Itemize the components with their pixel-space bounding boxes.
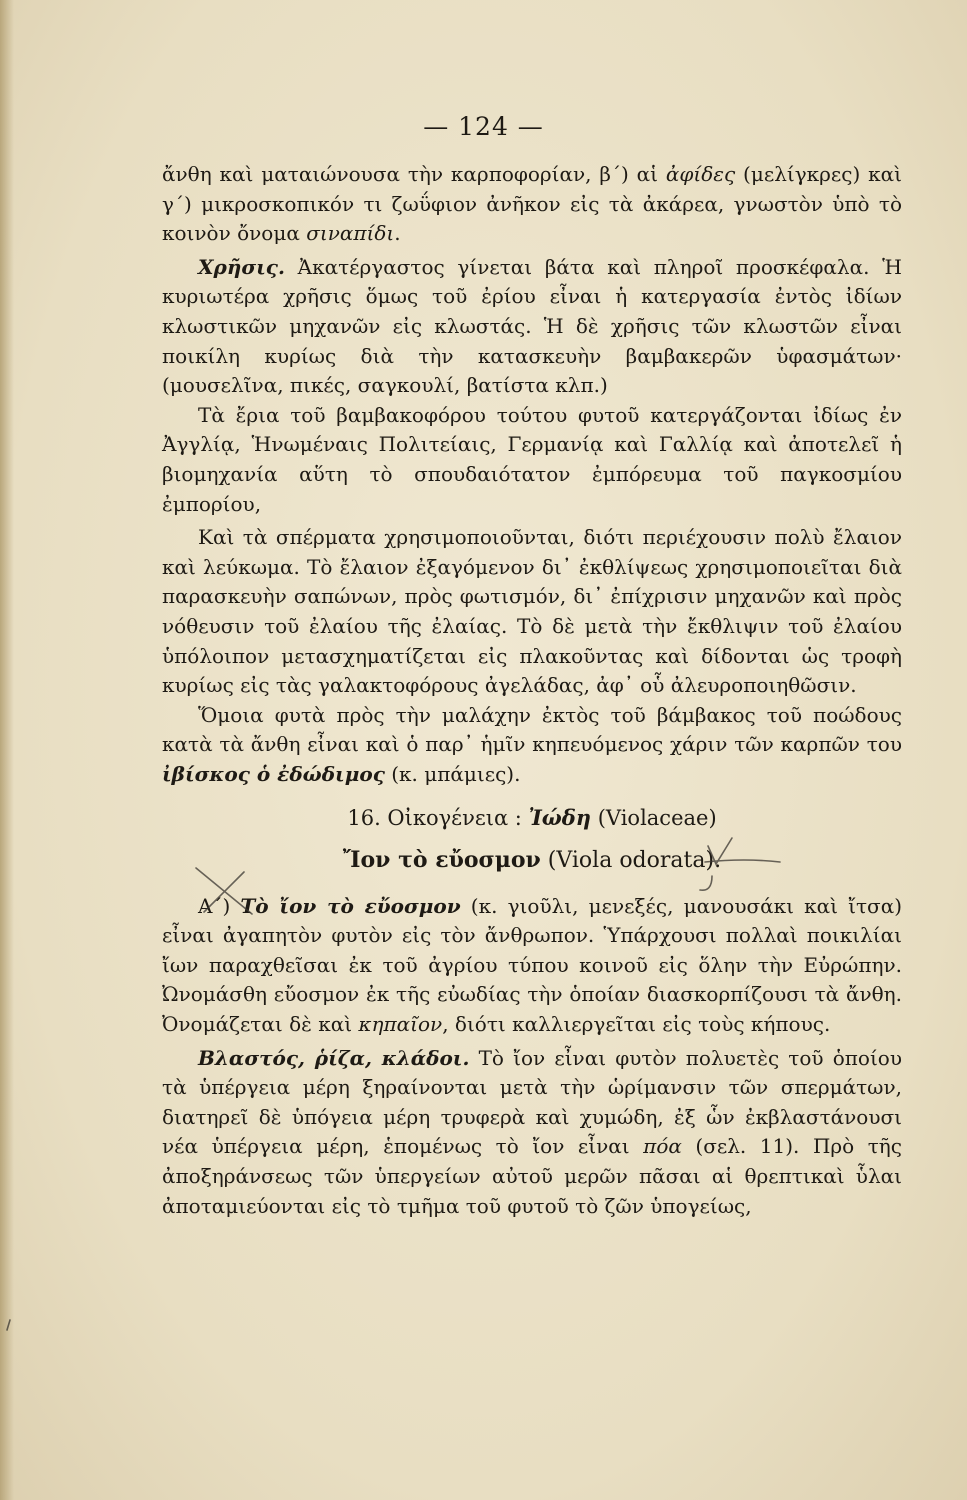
italic-term-aphids: ἀφίδες [665,162,736,186]
text-run: (σελ. 11). Πρὸ τῆς ἀποξηράνσεως τῶν ὑπεργείων αὐτοῦ μερῶν πᾶσαι αἱ θρεπτικαὶ ὗλαι ἀποταμιεύονται εἰς τὸ τμῆμα τοῦ φυτοῦ τὸ ζῶν ὑπογείως, [162,1134,902,1218]
paragraph-seeds: Καὶ τὰ σπέρματα χρησιμοποιοῦνται, διότι περιέχουσιν πολὺ ἔλαιον καὶ λεύκωμα. Τὸ ἔλαιον ἐξαγόμενον δι᾽ ἐκθλίψεως χρησιμοποιεῖται διὰ παρασκευὴν σαπώνων, πρὸς φωτισμόν, δι᾽ ἐπίχρισιν μηχανῶν καὶ πρὸς νόθευσιν τοῦ ἐλαίου τῆς ἐλαίας. Τὸ δὲ μετὰ τὴν ἔκθλιψιν τοῦ ἐλαίου ὑπόλοιπον μετασχηματίζεται εἰς πλακοῦντας καὶ δίδονται ὡς τροφὴ κυρίως εἰς τὰς γαλακτοφόρους ἀγελάδας, ἀφ᾽ οὗ ἀλευροποιηθῶσιν. [162,525,902,698]
book-spine-shadow [0,0,14,1500]
paragraph-industry: Τὰ ἔρια τοῦ βαμβακοφόρου τούτου φυτοῦ κατεργάζονται ἰδίως ἐν Ἀγγλίᾳ, Ἡνωμέναις Πολιτείαις, Γερμανίᾳ καὶ Γαλλίᾳ καὶ ἀποτελεῖ ἡ βιομηχανία αὕτη τὸ σπουδαιότατον ἐμπόρευμα τοῦ παγκοσμίου ἐμπορίου, [162,402,902,516]
italic-term-sinapidi: σιναπίδι [306,221,395,246]
paragraph-similar-plants [162,701,902,790]
text-run: Α΄) [198,893,241,918]
bold-term-violet: Τὸ ἴον τὸ εὔοσμον [240,893,461,918]
text-run: Τὸ ἴον εἶναι φυτὸν πολυετὲς τοῦ ὁποίου τὰ ὑπέργεια μέρη ξηραίνονται μετὰ τὴν ὡρίμανσιν τῶν σπερμάτων, διατηρεῖ δὲ ὑπόγεια μέρη τρυφερὰ καὶ χυμώδη, ἐξ ὧν ἐκβλαστάνουσι νέα ὑπέργεια μέρη, ἑπομένως τὸ ἴον εἶναι [162,1045,902,1159]
paragraph-violet-intro [162,892,902,1040]
bold-term-hibiscus: ἰβίσκος ὁ ἐδώδιμος [162,761,385,786]
text-run: . [394,221,401,246]
italic-term-kipaion: κηπαῖον [358,1012,443,1037]
family-latin-name: (Violaceae) [591,806,717,831]
family-heading [162,803,902,834]
text-run: Ὅμοια φυτὰ πρὸς τὴν μαλάχην ἐκτὸς τοῦ βάμβακος τοῦ ποώδους κατὰ τὰ ἄνθη εἶναι καὶ ὁ παρ᾽ ἡμῖν κηπευόμενος χάριν τῶν καρπῶν του [162,702,902,757]
text-run: (κ. γιοῦλι, μενεξές, μανουσάκι καὶ ἴτσα) εἶναι ἀγαπητὸν φυτὸν εἰς τὸν ἄνθρωπον. Ὑπάρχουσι πολλαὶ ποικιλίαι ἴων παραχθεῖσαι ἐκ τοῦ ἀγρίου τύπου κοινοῦ εἰς ὅλην τὴν Εὐρώπην. Ὠνομάσθη εὔοσμον ἐκ τῆς εὐωδίας τὴν ὁποίαν διασκορπίζουσι τὰ ἄνθη. Ὀνομάζεται δὲ καὶ [162,893,903,1037]
family-prefix: 16. Οἰκογένεια : [347,806,529,831]
text-run: (κ. μπάμιες). [384,761,521,786]
paragraph-stem-root [162,1044,902,1222]
text-run: , διότι καλλιεργεῖται εἰς τοὺς κήπους. [442,1012,831,1037]
section-heading-uses: Χρῆσις. [198,254,285,279]
species-latin-name: (Viola odorata). [540,848,722,874]
page-number: — 124 — [423,112,544,141]
species-name: Ἴον τὸ εὔοσμον [342,847,541,874]
text-run: (μελίγκρες) καὶ γ΄) μικροσκοπικόν τι ζωΰφιον ἀνῆκον εἰς τὰ ἀκάρεα, γνωστὸν ὑπὸ τὸ κοινὸν ὄνομα [162,162,902,246]
text-run: ἄνθη καὶ ματαιώνουσα τὴν καρποφορίαν, β΄) αἱ [162,162,666,186]
paragraph-pests [162,160,902,249]
section-heading-stem-root-branches: Βλαστός, ῥίζα, κλάδοι. [198,1045,470,1070]
italic-term-poa: πόα [643,1134,682,1159]
paragraph-uses [162,253,902,401]
text-run: Ἀκατέργαστος γίνεται βάτα καὶ πληροῖ προσκέφαλα. Ἡ κυριωτέρα χρῆσις ὅμως τοῦ ἐρίου εἶναι ἡ κατεργασία ἐντὸς ἰδίων κλωστικῶν μηχανῶν εἰς κλωστάς. Ἡ δὲ χρῆσις τῶν κλωστῶν εἶναι ποικίλη κυρίως διὰ τὴν κατασκευὴν βαμβακερῶν ὑφασμάτων· (μουσελῖνα, πικές, σαγκουλί, βατίστα κλπ.) [162,254,902,398]
family-name: Ἰώδη [528,805,592,831]
body-text [162,160,902,1221]
species-heading [162,846,902,876]
